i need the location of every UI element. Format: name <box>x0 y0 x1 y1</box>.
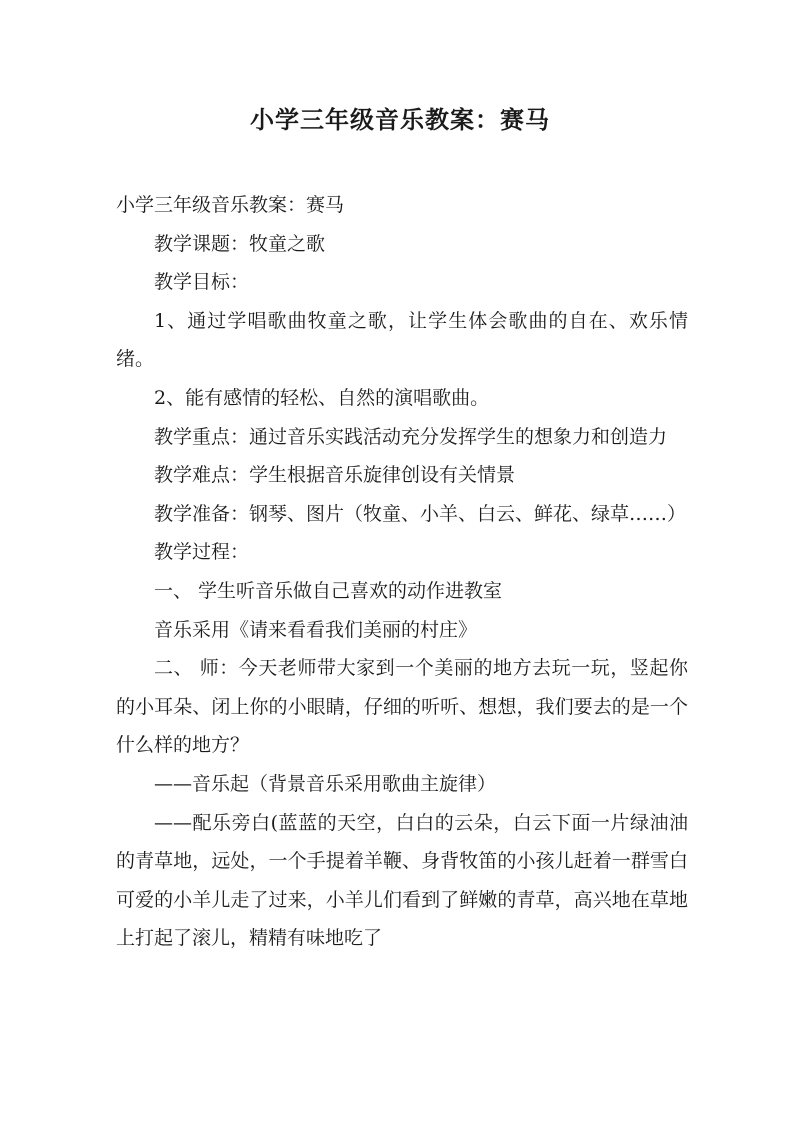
paragraph-process-label: 教学过程： <box>154 541 250 564</box>
paragraph-objective-1: 1、通过学唱歌曲牧童之歌，让学生体会歌曲的自在、欢乐情绪。 <box>116 309 688 371</box>
paragraph-preparation: 教学准备：钢琴、图片（牧童、小羊、白云、鲜花、绿草……） <box>154 502 687 525</box>
paragraph-step-1: 一、 学生听音乐做自己喜欢的动作进教室 <box>154 579 503 602</box>
paragraph-step-2: 二、 师：今天老师带大家到一个美丽的地方去玩一玩，竖起你的小耳朵、闭上你的小眼睛，仔细的听听、想想，我们要去的是一个什么样的地方？ <box>116 657 688 757</box>
paragraph-narration: ——配乐旁白(蓝蓝的天空，白白的云朵，白云下面一片绿油油的青草地，远处，一个手提着羊鞭、身背牧笛的小孩儿赶着一群雪白可爱的小羊儿走了过来，小羊儿们看到了鲜嫩的青草，高兴地在草地上打起了滚儿，精精有味地吃了 <box>116 811 688 950</box>
paragraph-music-start: ——音乐起（背景音乐采用歌曲主旋律） <box>154 772 497 795</box>
paragraph-difficulties: 教学难点：学生根据音乐旋律创设有关情景 <box>154 464 516 487</box>
paragraph-heading: 小学三年级音乐教案：赛马 <box>116 194 345 216</box>
document-body <box>116 186 688 958</box>
paragraph-objectives-label: 教学目标： <box>154 271 250 294</box>
paragraph-key-points: 教学重点：通过音乐实践活动充分发挥学生的想象力和创造力 <box>154 425 668 448</box>
paragraph-lesson-topic: 教学课题：牧童之歌 <box>154 232 326 255</box>
document-title: 小学三年级音乐教案：赛马 <box>250 106 550 134</box>
paragraph-objective-2: 2、能有感情的轻松、自然的演唱歌曲。 <box>154 386 490 409</box>
paragraph-step-1-music: 音乐采用《请来看看我们美丽的村庄》 <box>154 618 478 641</box>
